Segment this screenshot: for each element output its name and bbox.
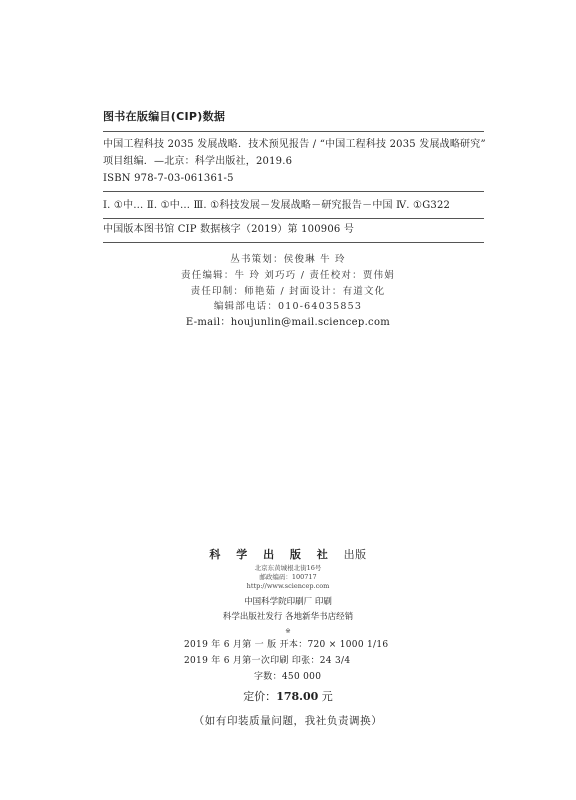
editorial-phone: 编辑部电话：010-64035853 [213, 301, 363, 312]
publisher-website: http://www.sciencep.com [246, 582, 330, 590]
cip-classification: Ⅰ. ①中… Ⅱ. ①中… Ⅲ. ①科技发展－发展战略－研究报告－中国 Ⅳ. ①G322 [103, 200, 451, 211]
word-count: 字数：450 000 [254, 672, 322, 682]
cip-verification-number: 中国版本图书馆 CIP 数据核字（2019）第 100906 号 [103, 224, 355, 235]
cip-isbn: ISBN 978-7-03-061361-5 [103, 173, 234, 184]
price-unit: 元 [321, 690, 333, 703]
distribution: 科学出版社发行 各地新华书店经销 [222, 612, 354, 622]
price-label: 定价： [243, 690, 277, 703]
price-value: 178.00 [276, 690, 319, 703]
publisher-address: 北京东黄城根北街16号 [254, 564, 322, 572]
cip-bottom-rule-2 [103, 242, 484, 243]
editors-and-proofreader: 责任编辑：牛 玲 刘巧巧 / 责任校对：贾伟娟 [181, 270, 395, 281]
publisher-suffix: 出版 [343, 548, 367, 561]
printing-and-cover-design: 责任印制：师艳茹 / 封面设计：有道文化 [190, 286, 386, 297]
printer: 中国科学院印刷厂 印刷 [244, 597, 332, 607]
quality-notice: （如有印装质量问题，我社负责调换） [193, 715, 383, 727]
price [0, 691, 576, 702]
cip-title-line: 中国工程科技 2035 发展战略．技术预见报告 / “中国工程科技 2035 发展战略研究” [103, 139, 486, 150]
cip-heading: 图书在版编目(CIP)数据 [103, 110, 226, 123]
cip-top-rule [103, 131, 484, 132]
publisher-name-text: 科 学 出 版 社 [209, 548, 334, 561]
cip-bottom-rule-1 [103, 218, 484, 219]
editorial-email: E-mail：houjunlin@mail.sciencep.com [185, 317, 391, 328]
printing-and-sheets: 2019 年 6 月第一次印刷 印张：24 3/4 [184, 656, 351, 666]
series-planner: 丛书策划：侯俊琳 牛 玲 [230, 254, 346, 265]
publisher-postcode: 邮政编码：100717 [259, 573, 317, 581]
separator-mark: ※ [285, 627, 291, 635]
cip-editor-line: 项目组编．—北京：科学出版社，2019.6 [103, 156, 293, 167]
cip-mid-rule [103, 191, 484, 192]
edition-and-format: 2019 年 6 月第 一 版 开本：720 × 1000 1/16 [184, 640, 389, 650]
publisher-name [0, 549, 576, 560]
